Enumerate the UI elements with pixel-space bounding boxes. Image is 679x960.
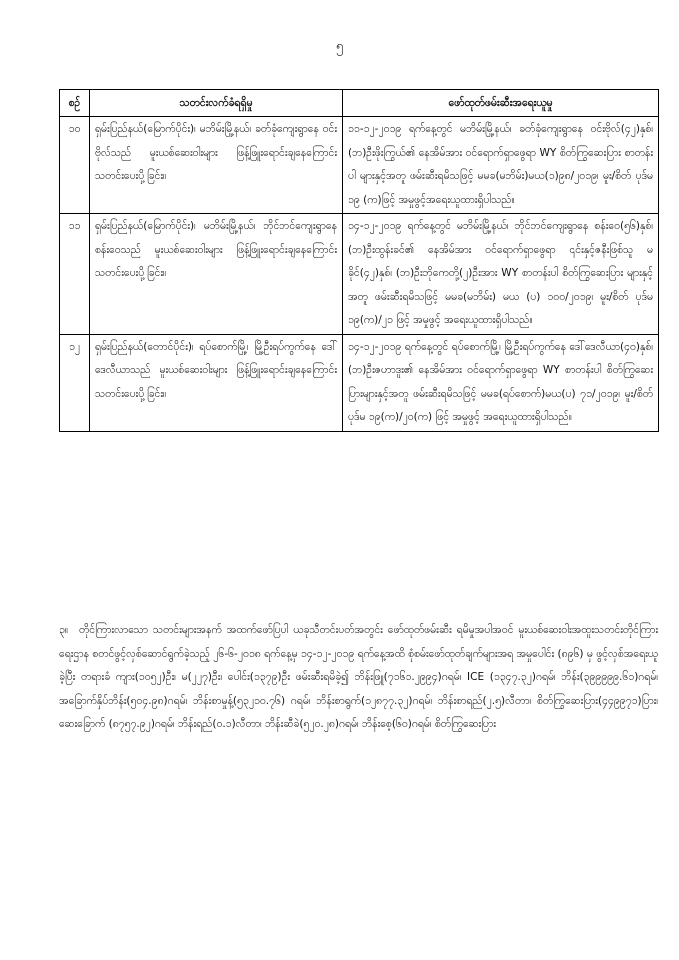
paragraph-number: ၃။ xyxy=(59,624,69,636)
row-number: ၁၂ xyxy=(60,334,90,431)
summary-paragraph xyxy=(59,619,658,737)
column-header-news: သတင်းလက်ခံရရှိမှု xyxy=(90,90,343,117)
row-number: ၁၁ xyxy=(60,214,90,335)
column-header-no: စဉ် xyxy=(60,90,90,117)
report-table xyxy=(59,89,659,432)
news-received-cell: ရှမ်းပြည်နယ်(မြောက်ပိုင်း)၊ မဘိမ်းမြို့နယ်၊ ခတ်ခုံကျေးရွာနေ ဝင်းဗိုလ်သည် မူးယစ်ဆေးဝါးများ ဖြန့်ဖြူးရောင်းချနေကြောင်း သတင်းပေးပို့ခြင်း။ xyxy=(90,117,343,214)
column-header-action: ဖော်ထုတ်ဖမ်းဆီးအရေးယူမှု xyxy=(343,90,659,117)
table-header-row xyxy=(60,90,659,117)
action-taken-cell: ၁၁-၁၂-၂၀၁၉ ရက်နေ့တွင် မဘိမ်းမြို့နယ်၊ ခတ်ခုံကျေးရွာနေ ဝင်းဗိုလ်(၄၂)နှစ်၊ (ဘ)ဦးဖိုးကြွယ်၏ နေအိမ်အား ဝင်ရောက်ရှာဖွေရာ WY စိတ်ကြွဆေးပြား စာတန်းပါ များနှင့်အတူ ဖမ်းဆီးရမိသဖြင့် မမခ(မဘိမ်း)မယ(၁)၉၈/၂၀၁၉၊ မူး/စိတ် ပုဒ်မ ၁၉ (က)ဖြင့် အမှုဖွင့်အရေးယူထားရှိပါသည်။ xyxy=(343,117,659,214)
table-row xyxy=(60,334,659,431)
table-row xyxy=(60,214,659,335)
news-received-cell: ရှမ်းပြည်နယ်(တောင်ပိုင်း)၊ ရပ်စောက်မြို့၊ မြို့ဦးရပ်ကွက်နေ ဒေါ်ဒေလီယာသည် မူးယစ်ဆေးဝါးများ ဖြန့်ဖြူးရောင်းချနေကြောင်း သတင်းပေးပို့ခြင်း။ xyxy=(90,334,343,431)
row-number: ၁၀ xyxy=(60,117,90,214)
news-received-cell: ရှမ်းပြည်နယ်(မြောက်ပိုင်း)၊ မဘိမ်းမြို့နယ်၊ ဘိုင်ဘင်ကျေးရွာနေ စန်းဝေသည် မူးယစ်ဆေးဝါးများ ဖြန့်ဖြူးရောင်းချနေကြောင်း သတင်းပေးပို့ခြင်း။ xyxy=(90,214,343,335)
summary-text: တိုင်ကြားလာသော သတင်းများအနက် အထက်ဖော်ပြပါ ယခုသီတင်းပတ်အတွင်း ဖော်ထုတ်ဖမ်းဆီး ရမိမှုအပါအဝင် မူးယစ်ဆေးဝါးအထူးသတင်းတိုင်ကြားရေးဌာန စတင်ဖွင့်လှစ်ဆောင်ရွက်ခဲ့သည့် ၂၆-၆-၂၀၁၈ ရက်နေ့မှ ၁၄-၁၂-၂၀၁၉ ရက်နေ့အထိ စုံစမ်းဖော်ထုတ်ချက်များအရ အမှုပေါင်း (၈၉၆) မှ ဖွင့်လှစ်အရေးယူခဲ့ပြီး တရားခံ ကျား(၁၀၅၂)ဦး၊ မ(၂၂၇)ဦး၊ ပေါင်း(၁၃၇၉)ဦး ဖမ်းဆီးရမိခဲ့၍ ဘိန်းဖြူ(၇၁၆၁.၂၉၉၄)ဂရမ်၊ ICE (၁၃၄၇.၃၂)ဂရမ်၊ ဘိန်း(၃၉၉၉၉၉.၆၁)ဂရမ်၊ အခြောက်နှိပ်ဘိန်း(၅၀၄.၉၈)ဂရမ်၊ ဘိန်းစာမှုန့်(၅၃၂၁၀.၇၆) ဂရမ်၊ ဘိန်းစာရွက်(၁၂၈၇၇.၃၂)ဂရမ်၊ ဘိန်းစာရည်(၂.၅)လီတာ၊ စိတ်ကြွဆေးပြား(၄၄၉၉၇၁)ပြား၊ ဆေးခြောက် (၈၇၅၇.၉၂)ဂရမ်၊ ဘိန်းရည်(၀.၁)လီတာ၊ ဘိန်းဆီခဲ(၅၂၀.၂၈)ဂရမ်၊ ဘိန်းစေ့(၆၀)ဂရမ်၊ စိတ်ကြွဆေးပြား xyxy=(59,624,658,730)
action-taken-cell: ၁၄-၁၂-၂၀၁၉ ရက်နေ့တွင် မဘိမ်းမြို့နယ်၊ ဘိုင်ဘင်ကျေးရွာနေ စန်းဝေ(၅၆)နှစ်၊ (ဘ)ဦးထွန်းခင်၏ နေအိမ်အား ဝင်ရောက်ရှာဖွေရာ ၎င်းနှင့်ဇနီးဖြစ်သူ မခိုင်(၄၂)နှစ်၊ (ဘ)ဦးဘိုကေတို့(၂)ဦးအား WY စာတန်းပါ စိတ်ကြွဆေးပြား များနှင့်အတူ ဖမ်းဆီးရမိသဖြင့် မမခ(မဘိမ်း) မယ (ပ) ၁၀၀/၂၀၁၉၊ မူး/စိတ် ပုဒ်မ ၁၉(က)/၂၁ ဖြင့် အမှုဖွင့် အရေးယူထားရှိပါသည်။ xyxy=(343,214,659,335)
table-row xyxy=(60,117,659,214)
action-taken-cell: ၁၄-၁၂-၂၀၁၉ ရက်နေ့တွင် ရပ်စောက်မြို့၊ မြို့ဦးရပ်ကွက်နေ ဒေါ်ဒေလီယာ(၄၀)နှစ်၊ (ဘ)ဦးဇဟာဒူး၏ နေအိမ်အား ဝင်ရောက်ရှာဖွေရာ WY စာတန်းပါ စိတ်ကြွဆေးပြားများနှင့်အတူ ဖမ်းဆီးရမိသဖြင့် မမခ(ရပ်စောက်)မယ(ပ) ၇၁/၂၀၁၉၊ မူး/စိတ်ပုဒ်မ ၁၉(က)/၂၀(က) ဖြင့် အမှုဖွင့် အရေးယူထားရှိပါသည်။ xyxy=(343,334,659,431)
page-number: ၅ xyxy=(335,39,344,54)
